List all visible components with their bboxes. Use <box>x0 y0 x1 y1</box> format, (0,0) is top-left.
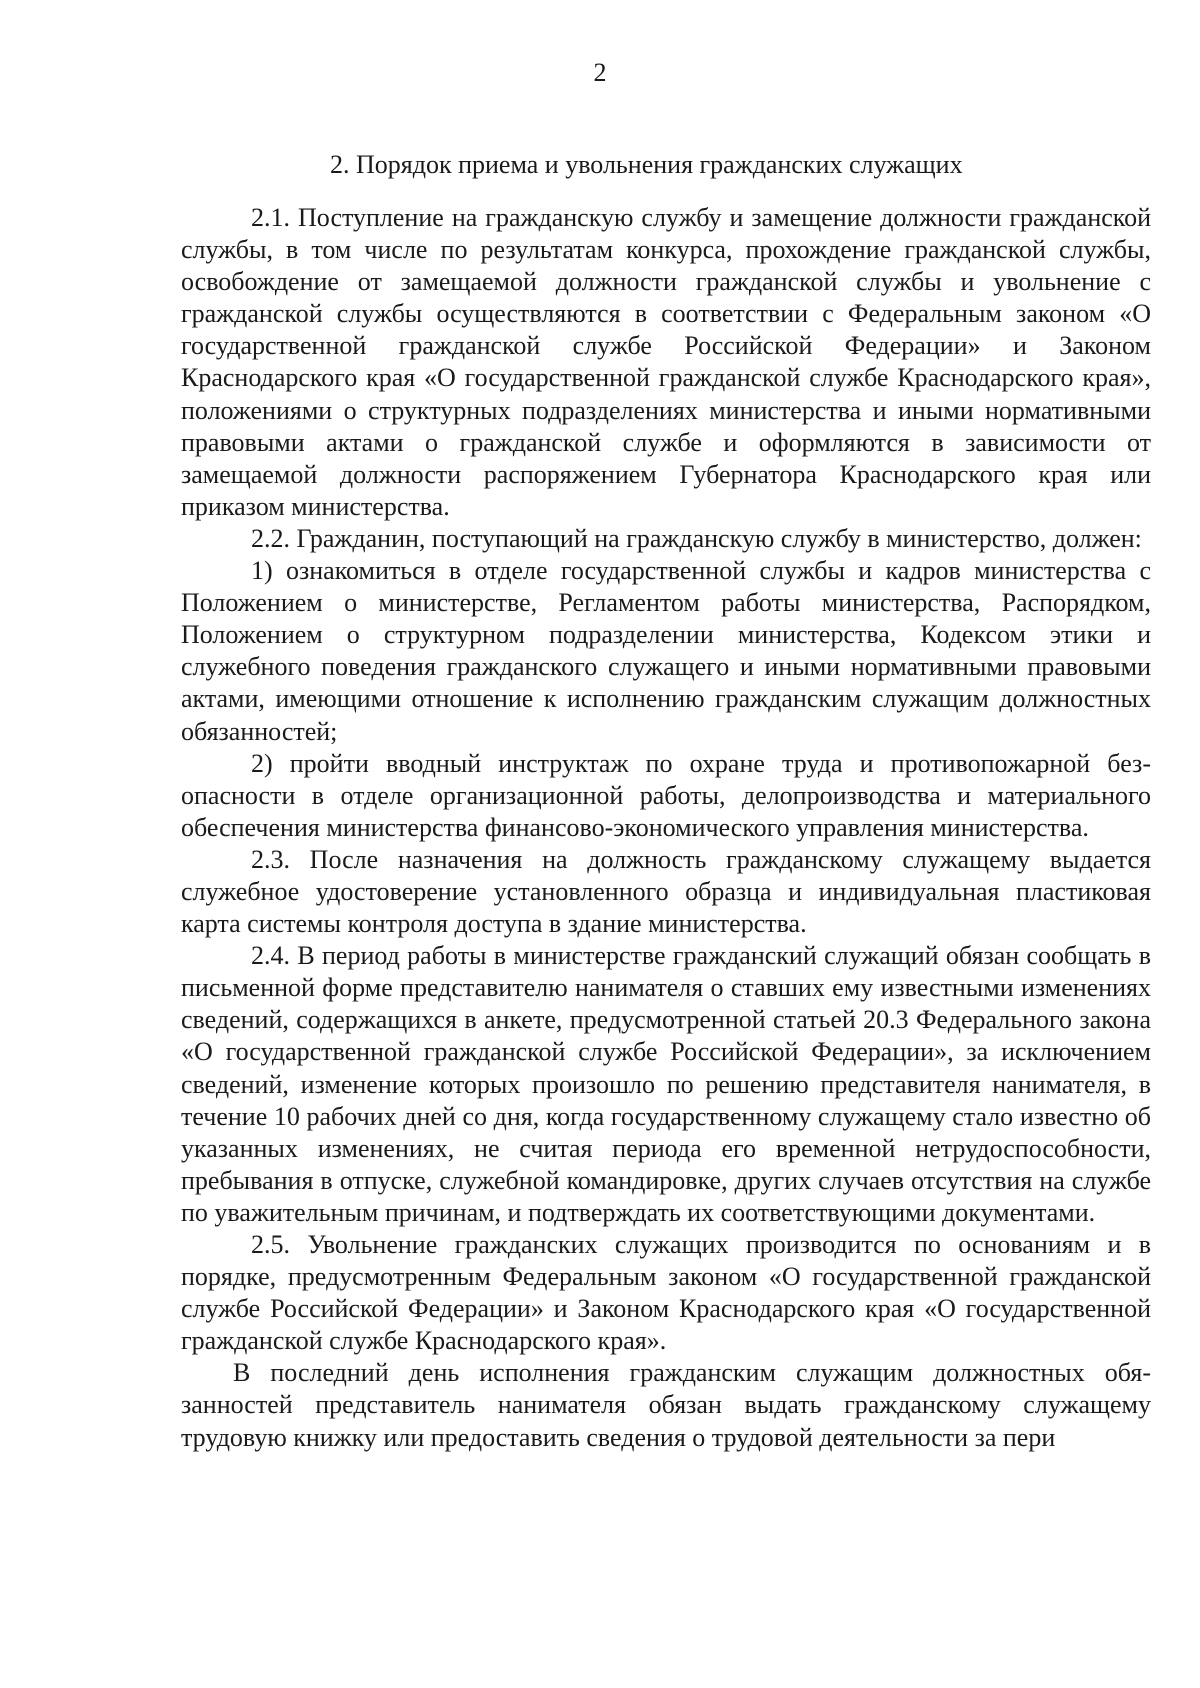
paragraph-2-2: 2.2. Гражданин, поступающий на гражданскую службу в министерство, должен: <box>251 523 1142 553</box>
paragraph-2-1: 2.1. Поступление на гражданскую службу и замещение должности гражданской службы, в том числе по результатам конкурса, прохождение гражданской службы, освобождение от замещаемой должности гражданской службы и увольнение с гражданской службы осуществляются в соответствии с Федеральным законом «О государственной гражданской службе Российской Федерации» и Законом Краснодарского края «О государственной гражданской службе Краснодарского края», положениями о структурных подразделениях министерства и иными нормативными правовыми актами о гражданской службе и оформляются в зависимости от замещаемой должности распоряжением Губернатора Краснодарского края или приказом министерства. <box>181 203 1151 521</box>
paragraph-2-4: 2.4. В период работы в министерстве гражданский служащий обязан сообщать в письменной форме представителю нанимателя о ставших ему известными изменениях сведений, содержащихся в анкете, предусмотренной статьей 20.3 Федерального закона «О государственной гражданской службе Российской Федерации», за исключением сведений, изменение которых произошло по решению представителя нанимателя, в течение 10 рабочих дней со дня, когда государственному служащему стало известно об указанных изменениях, не считая периода его временной нетрудоспособности, пребывания в отпуске, служебной командировке, других случаев отсутствия на службе по уважительным причинам, и подтверждать их соответствующими документами. <box>181 941 1151 1227</box>
document-body <box>181 202 1151 1454</box>
page-number: 2 <box>593 58 607 87</box>
paragraph-2-3: 2.3. После назначения на должность гражданскому служащему выдается служебное удостоверение установленного образца и индивидуальная пластиковая карта системы контроля доступа в здание министерства. <box>181 844 1151 939</box>
section-title: 2. Порядок приема и увольнения гражданских служащих <box>330 150 963 179</box>
paragraph-2-5: 2.5. Увольнение гражданских служащих производится по основаниям и в порядке, предусмотренным Федеральным законом «О государственной гражданской службе Российской Федерации» и Законом Краснодарского края «О государственной гражданской службе Краснодарского края». <box>181 1230 1151 1356</box>
list-item-1: 1) ознакомиться в отделе государственной службы и кадров министерства с Положением о министерстве, Регламентом работы министерства, Распорядком, Положением о структурном подразделении министерства, Кодексом этики и служебного поведения гражданского служащего и иными нормативными правовыми актами, имеющими отношение к исполнению гражданским служащим должностных обязанностей; <box>181 556 1151 746</box>
list-item-2: 2) пройти вводный инструктаж по охране труда и противопожарной безопасности в отделе организационной работы, делопроизводства и материального обеспечения министерства финансово-экономического управления министерства. <box>181 748 1151 842</box>
paragraph-last-day: В последний день исполнения гражданским служащим должностных обязанностей представитель нанимателя обязан выдать гражданскому служащему трудовую книжку или предоставить сведения о трудовой деятельности за пери <box>181 1358 1151 1452</box>
